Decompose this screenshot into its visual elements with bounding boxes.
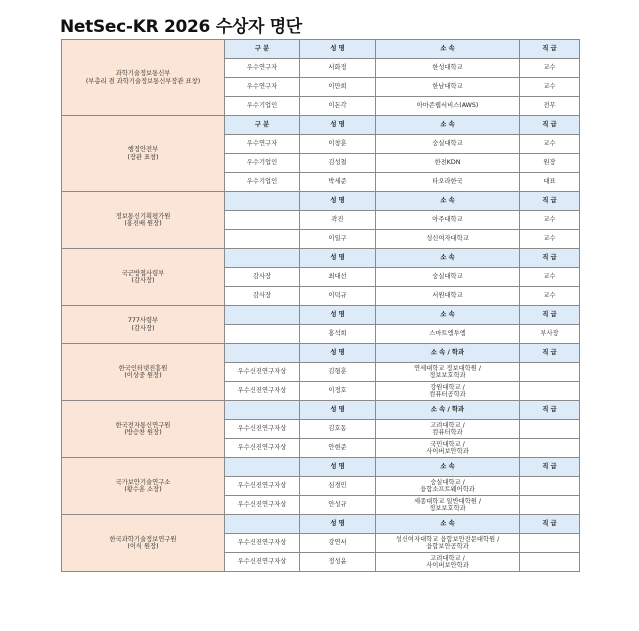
affiliation-line: 국민대학교 / (430, 440, 465, 448)
name-cell: 강연서 (300, 534, 376, 553)
name-cell: 심경민 (300, 477, 376, 496)
header-affiliation-dept: 소 속 / 학과 (376, 344, 520, 363)
category-cell: 우수연구자 (225, 78, 300, 97)
name-cell: 박세준 (300, 173, 376, 192)
header-position: 직 급 (520, 515, 580, 534)
organization-cell (62, 344, 225, 401)
awards-table (61, 39, 580, 572)
affiliation-cell (376, 59, 520, 78)
affiliation-cell (376, 496, 520, 515)
affiliation-line: 세종대학교 일반대학원 / (414, 497, 481, 505)
affiliation-cell (376, 230, 520, 249)
category-cell: 우수신진연구자상 (225, 439, 300, 458)
category-cell: 우수기업인 (225, 173, 300, 192)
affiliation-cell (376, 477, 520, 496)
category-cell: 우수신진연구자상 (225, 553, 300, 572)
name-cell: 이일구 (300, 230, 376, 249)
header-affiliation: 소 속 (376, 458, 520, 477)
affiliation-cell (376, 420, 520, 439)
organization-line: (이상중 원장) (124, 372, 162, 379)
header-name: 성 명 (300, 249, 376, 268)
header-affiliation: 소 속 (376, 192, 520, 211)
position-cell: 교수 (520, 230, 580, 249)
name-cell: 최대선 (300, 268, 376, 287)
organization-line: (이식 원장) (127, 543, 159, 550)
affiliation-cell (376, 553, 520, 572)
organization-cell (62, 116, 225, 192)
header-blank (225, 306, 300, 325)
name-cell: 김형훈 (300, 363, 376, 382)
header-blank (225, 192, 300, 211)
affiliation-line: 숭실대학교 (432, 273, 463, 281)
affiliation-line: 아주대학교 (432, 216, 463, 224)
category-cell (225, 325, 300, 344)
affiliation-line: 숭실대학교 / (430, 478, 465, 486)
organization-line: 국가보안기술연구소 (115, 478, 171, 486)
affiliation-cell (376, 325, 520, 344)
category-cell: 우수기업인 (225, 97, 300, 116)
affiliation-line: 한전KDN (434, 159, 461, 167)
organization-line: 국군방첩사령부 (121, 269, 165, 277)
organization-cell (62, 192, 225, 249)
header-blank (225, 401, 300, 420)
position-cell (520, 477, 580, 496)
name-cell: 곽진 (300, 211, 376, 230)
header-name: 성 명 (300, 116, 376, 135)
affiliation-cell (376, 78, 520, 97)
affiliation-cell (376, 439, 520, 458)
organization-cell (62, 458, 225, 515)
header-category: 구 분 (225, 116, 300, 135)
name-cell: 이창훈 (300, 135, 376, 154)
affiliation-line: 한성대학교 (432, 64, 463, 72)
header-row (62, 306, 580, 325)
header-position: 직 급 (520, 192, 580, 211)
affiliation-cell (376, 534, 520, 553)
header-position: 직 급 (520, 401, 580, 420)
position-cell: 교수 (520, 211, 580, 230)
organization-line: 과학기술정보통신부 (115, 70, 171, 78)
affiliation-cell (376, 173, 520, 192)
affiliation-cell (376, 97, 520, 116)
header-row (62, 458, 580, 477)
header-row (62, 344, 580, 363)
header-position: 직 급 (520, 40, 580, 59)
category-cell: 우수신진연구자상 (225, 496, 300, 515)
position-cell: 교수 (520, 59, 580, 78)
header-name: 성 명 (300, 40, 376, 59)
affiliation-line: 고려대학교 / (430, 554, 465, 562)
position-cell: 교수 (520, 78, 580, 97)
affiliation-line: 강원대학교 / (430, 383, 465, 391)
affiliation-line: 타오라한국 (432, 178, 463, 186)
organization-line: (황수훈 소장) (124, 486, 162, 493)
organization-line: 행정안전부 (127, 146, 159, 154)
organization-line: 정보통신기획평가원 (115, 212, 171, 220)
category-cell: 우수신진연구자상 (225, 382, 300, 401)
header-name: 성 명 (300, 192, 376, 211)
affiliation-line: 컴퓨터학과 (432, 429, 463, 436)
category-cell: 우수연구자 (225, 135, 300, 154)
name-cell: 정성윤 (300, 553, 376, 572)
position-cell: 교수 (520, 287, 580, 306)
page-title: NetSec-KR 2026 수상자 명단 (60, 17, 302, 37)
header-blank (225, 458, 300, 477)
name-cell: 안성규 (300, 496, 376, 515)
affiliation-line: 숭실대학교 (432, 140, 463, 148)
affiliation-line: 성신여자대학교 (426, 235, 469, 243)
header-blank (225, 515, 300, 534)
affiliation-line: 고려대학교 / (430, 421, 465, 429)
category-cell: 우수신진연구자상 (225, 534, 300, 553)
header-position: 직 급 (520, 116, 580, 135)
header-name: 성 명 (300, 515, 376, 534)
name-cell: 이돈각 (300, 97, 376, 116)
organization-line: (방승찬 원장) (124, 429, 162, 436)
category-cell: 우수기업인 (225, 154, 300, 173)
name-cell: 이덕규 (300, 287, 376, 306)
header-affiliation: 소 속 (376, 249, 520, 268)
category-cell: 감사장 (225, 287, 300, 306)
header-name: 성 명 (300, 401, 376, 420)
position-cell: 전무 (520, 97, 580, 116)
header-position: 직 급 (520, 344, 580, 363)
position-cell (520, 439, 580, 458)
header-row (62, 249, 580, 268)
category-cell: 우수신진연구자상 (225, 363, 300, 382)
affiliation-line: 한남대학교 (432, 83, 463, 91)
position-cell: 부사장 (520, 325, 580, 344)
affiliation-line: 사이버보안학과 (426, 448, 469, 455)
affiliation-cell (376, 154, 520, 173)
affiliation-line: 정보보호학과 (429, 372, 466, 379)
affiliation-cell (376, 268, 520, 287)
header-row (62, 515, 580, 534)
organization-line: 한국인터넷진흥원 (118, 364, 168, 372)
category-cell: 감사장 (225, 268, 300, 287)
category-cell: 우수신진연구자상 (225, 420, 300, 439)
header-row (62, 192, 580, 211)
organization-line: (홍진배 원장) (124, 220, 162, 227)
header-blank (225, 249, 300, 268)
position-cell: 교수 (520, 268, 580, 287)
header-affiliation-dept: 소 속 / 학과 (376, 401, 520, 420)
position-cell: 교수 (520, 135, 580, 154)
affiliation-line: 융합보안공학과 (426, 543, 469, 550)
affiliation-line: 성신여자대학교 융합보안전문대학원 / (395, 535, 500, 543)
affiliation-cell (376, 382, 520, 401)
header-affiliation: 소 속 (376, 116, 520, 135)
category-cell (225, 211, 300, 230)
affiliation-line: 스마트엠투엠 (429, 330, 466, 338)
affiliation-cell (376, 363, 520, 382)
category-cell: 우수연구자 (225, 59, 300, 78)
organization-cell (62, 401, 225, 458)
organization-line: 한국전자통신연구원 (115, 421, 171, 429)
header-name: 성 명 (300, 306, 376, 325)
header-row (62, 401, 580, 420)
position-cell (520, 363, 580, 382)
name-cell: 이정호 (300, 382, 376, 401)
name-cell: 서화정 (300, 59, 376, 78)
header-row (62, 116, 580, 135)
header-name: 성 명 (300, 344, 376, 363)
position-cell: 원장 (520, 154, 580, 173)
name-cell: 이만희 (300, 78, 376, 97)
affiliation-line: 사이버보안학과 (426, 562, 469, 569)
header-category: 구 분 (225, 40, 300, 59)
organization-cell (62, 515, 225, 572)
organization-line: (감사장) (131, 277, 155, 284)
name-cell: 홍석희 (300, 325, 376, 344)
position-cell (520, 553, 580, 572)
position-cell: 대표 (520, 173, 580, 192)
position-cell (520, 534, 580, 553)
header-position: 직 급 (520, 306, 580, 325)
organization-cell (62, 306, 225, 344)
organization-line: (감사장) (131, 324, 155, 332)
header-affiliation: 소 속 (376, 515, 520, 534)
affiliation-line: 아마존웹서비스(AWS) (416, 102, 479, 110)
name-cell: 김호동 (300, 420, 376, 439)
position-cell (520, 382, 580, 401)
header-position: 직 급 (520, 458, 580, 477)
affiliation-line: 컴퓨터공학과 (429, 391, 466, 398)
affiliation-line: 융합소프트웨어학과 (420, 486, 475, 493)
category-cell: 우수신진연구자상 (225, 477, 300, 496)
position-cell (520, 496, 580, 515)
position-cell (520, 420, 580, 439)
header-position: 직 급 (520, 249, 580, 268)
organization-line: (장관 표창) (127, 153, 159, 161)
name-cell: 김성철 (300, 154, 376, 173)
organization-cell (62, 40, 225, 116)
header-row (62, 40, 580, 59)
header-affiliation: 소 속 (376, 306, 520, 325)
organization-line: 한국과학기술정보연구원 (109, 535, 177, 543)
affiliation-line: 연세대학교 정보대학원 / (414, 364, 481, 372)
organization-line: (부총리 겸 과학기술정보통신부장관 표창) (85, 77, 201, 85)
affiliation-cell (376, 287, 520, 306)
affiliation-cell (376, 135, 520, 154)
category-cell (225, 230, 300, 249)
header-blank (225, 344, 300, 363)
affiliation-cell (376, 211, 520, 230)
header-name: 성 명 (300, 458, 376, 477)
name-cell: 안현준 (300, 439, 376, 458)
affiliation-line: 서원대학교 (432, 292, 463, 300)
organization-line: 777사령부 (127, 317, 159, 325)
affiliation-line: 정보보호학과 (429, 505, 466, 512)
organization-cell (62, 249, 225, 306)
header-affiliation: 소 속 (376, 40, 520, 59)
